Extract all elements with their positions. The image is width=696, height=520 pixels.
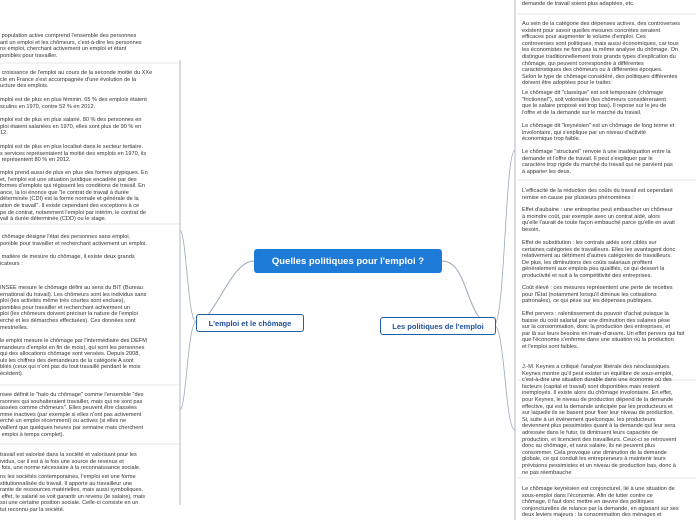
- note-chomage-classique: Le chômage dit "classique" est soit temporaire (chômage "frictionnel"), soit volontaire (les chômeurs considéreraient que le salaire proposé est trop bas). Il repose sur le jeu de l'offre et de la demande sur le marché du travail.: [522, 90, 667, 116]
- note-definition-chomage: chômage désigne l'état des personnes sans emploi, ponible pour travailler et recherchant activement un emploi.: [0, 234, 147, 247]
- note-emploi-feminin: mploi est de plus en plus féminin. 65 % des emplois étaient sculins en 1970, contre 52 % en 2012.: [0, 97, 147, 110]
- note-emploi-salarie: mploi est de plus en plus salarié. 80 % des personnes en ploi étaient salariées en 1970, elles sont plus de 90 % en 12.: [0, 117, 142, 137]
- note-chomage-conjoncturel: Le chômage keynésien est conjoncturel, lié à une situation de sous-emploi dans l'économie. Afin de lutter contre ce chômage, il faut donc mettre en œuvre des politiques conjoncturelles de relance par la demande, en agissant sur ses deux leviers majeurs : la consommation des ménages et: [522, 486, 679, 519]
- note-controverses: Au sein de la catégorie des dépenses actives, des controverses existent pour savoir quelles mesures concrètes seraient efficaces pour augmenter le volume d'emploi. Ces controverses sont politiques, mais aussi économiques, car tous les économistes ne font pas la même analyse du chômage. On distingue traditionnellement trois grands types d'explication du chômage, qui peuvent correspondre à différentes caractéristiques des chômeurs ou à différentes époques. Selon le type de chômage considéré, des politiques différentes doivent être adoptées pour le traiter.: [522, 21, 680, 87]
- note-effet-pervers: Effet pervers : ralentissement du pouvoir d'achat puisque la baisse du coût salarial par une diminution des salaires pèse sur la consommation, donc la production des entreprises, et par là sur leurs besoins en main-d'œuvre. Un effet pervers qui fait que l'économie s'enferme dans une situation où la production et l'emploi sont faibles.: [522, 311, 685, 350]
- note-efficacite-reduction: L'efficacité de la réduction des coûts du travail est cependant remise en cause par plusieurs phénomènes :: [522, 188, 673, 201]
- branch-politiques-emploi[interactable]: Les politiques de l'emploi: [380, 317, 496, 335]
- note-pole-emploi: le emploi mesure le chômage par l'intermédiaire des DEFM mandeurs d'emploi en fin de mois), qui sont les personnes qui des allocations chômage sont versées. Depuis 2008, uls les chiffres des demandeurs de la catégorie A sont bliés (ceux qui n'ont pas du tout travaillé pendant le mois écédent).: [0, 338, 147, 377]
- central-topic-node[interactable]: Quelles politiques pour l'emploi ?: [254, 249, 442, 273]
- note-travail-valorise: travail est valorisé dans la société et valorisant pour les ividus, car il est à la fois une source de revenus et fois, une norme nécessaire à la reconnaissance sociale.: [0, 452, 141, 472]
- note-effet-substitution: Effet de substitution : les contrats aidés sont ciblés sur certaines catégories de travailleurs. Elles les avantagent donc relativement au détriment d'autres catégories de travailleurs. De plus, les diminutions des coûts salariaux profitent généralement aux emplois peu qualifiés, ce qui dessert la productivité et nuit à la compétitivité des entreprises.: [522, 240, 676, 279]
- note-effet-aubaine: Effet d'aubaine : une entreprise peut embaucher un chômeur à moindre coût, par exemple avec un contrat aidé, alors qu'elle l'aurait de toute façon embauché parce qu'elle en avait besoin.: [522, 207, 675, 233]
- note-population-active: population active comprend l'ensemble des personnes ant un emploi et les chômeurs, c'est-à-dire les personnes ns emploi, cherchant activement un emploi et étant ponibles pour travailler.: [0, 33, 142, 59]
- note-emploi-institutionnalise: ns les sociétés contemporaines, l'emploi est une forme stitutionnalisée du travail. Il apporte au travailleur une rantie de ressources matérielles, mais aussi symboliques. effet, le salarié se voit garantir un revenu (le salaire), mais ssi une certaine position sociale. Celle-ci consiste en un tut reconnu par la société.: [0, 474, 146, 513]
- note-demande-travail: demande de travail soient plus adaptées, etc.: [522, 1, 635, 7]
- note-insee-bit: INSEE mesure le chômage défini au sens du BIT (Bureau ernational du travail). Les chômeurs sont les individus sans ploi (les activités même très courtes sont exclues), ponibles pour travailler et recherchant activement un ploi (les chômeurs doivent préciser la nature de l'emploi erché et les démarches effectuées). Ces données sont mestrielles.: [0, 285, 147, 331]
- note-mesure-chomage: matière de mesure du chômage, il existe deux grands icateurs :: [0, 254, 135, 267]
- note-formes-atypiques: mploi prend aussi de plus en plus des formes atypiques. En et, l'emploi est une situation juridique encadrée par des formes d'emplois qui régissent les conditions de travail. En ance, la loi énonce que "le contrat de travail à durée déterminée (CDI) est la forme normale et générale de la ation de travail". Il existe cependant des exceptions à ce pe de contrat, notamment l'emploi par intérim, le contrat de vail à durée déterminée (CDD) ou le stage.: [0, 170, 148, 223]
- note-halo-chomage: nsee définit le "halo du chômage" comme l'ensemble "des rsonnes qui souhaiteraient travailler, mais qui ne sont pas assées comme chômeurs". Elles peuvent être classées mme inactives (par exemple si elles n'ont pas activement erché un emploi récemment) ou actives (si elles ne vaillent que quelques heures par semaine mais cherchent emploi à temps complet).: [0, 392, 144, 438]
- note-keynes-critique: J.-M. Keynes a critiqué l'analyse libérale des néoclassiques. Keynes montre qu'il peut exister un équilibre de sous-emploi, c'est-à-dire une situation durable dans une économie où des facteurs (capital et travail) sont disponibles mais restent inemployés. Il existe alors du chômage involontaire. En effet, pour Keynes, le niveau de production dépend de la demande effective, qui est la demande anticipée par les producteurs et sur laquelle ils se basent pour fixer leur niveau de production. Si, suite à un événement quelconque, les producteurs deviennent plus pessimistes quant à la demande qui leur sera adressée dans le futur, ils diminuent leurs capacités de production, et licencient des travailleurs. Ceux-ci se retrouvent donc au chômage, et sans salaire, ils ne peuvent plus consommer. Cela provoque une diminution de la demande globale, ce qui conduit les entrepreneurs à maintenir leurs prévisions pessimistes et un niveau de production bas, donc à ne pas réembauche: [522, 364, 677, 476]
- note-chomage-keynesien: Le chômage dit "keynésien" est un chômage de long terme et involontaire, qui s'explique par un niveau d'activité économique trop faible.: [522, 123, 675, 143]
- note-croissance-emploi: croissance de l'emploi au cours de la seconde moitié du XXe cle en France s'est accompagnée d'une évolution de la ucture des emplois.: [0, 70, 153, 90]
- note-chomage-structurel: Le chômage "structurel" renvoie à une inadéquation entre la demande et l'offre de travail. Il peut s'expliquer par le caractère trop rigide du marché du travail qui ne parvient pas à apparier les deux.: [522, 149, 673, 175]
- note-cout-eleve: Coût élevé : ces mesures représentent une perte de recettes pour l'État (notamment lorsqu'il diminue les cotisations patronales), ce qui pèse sur les dépenses publiques.: [522, 285, 673, 305]
- note-emploi-tertiaire: mploi est de plus en plus localisé dans le secteur tertiaire. s services représentaient la moitié des emplois en 1970, ils représentent 80 % en 2012.: [0, 144, 147, 164]
- branch-emploi-chomage[interactable]: L'emploi et le chômage: [196, 314, 304, 332]
